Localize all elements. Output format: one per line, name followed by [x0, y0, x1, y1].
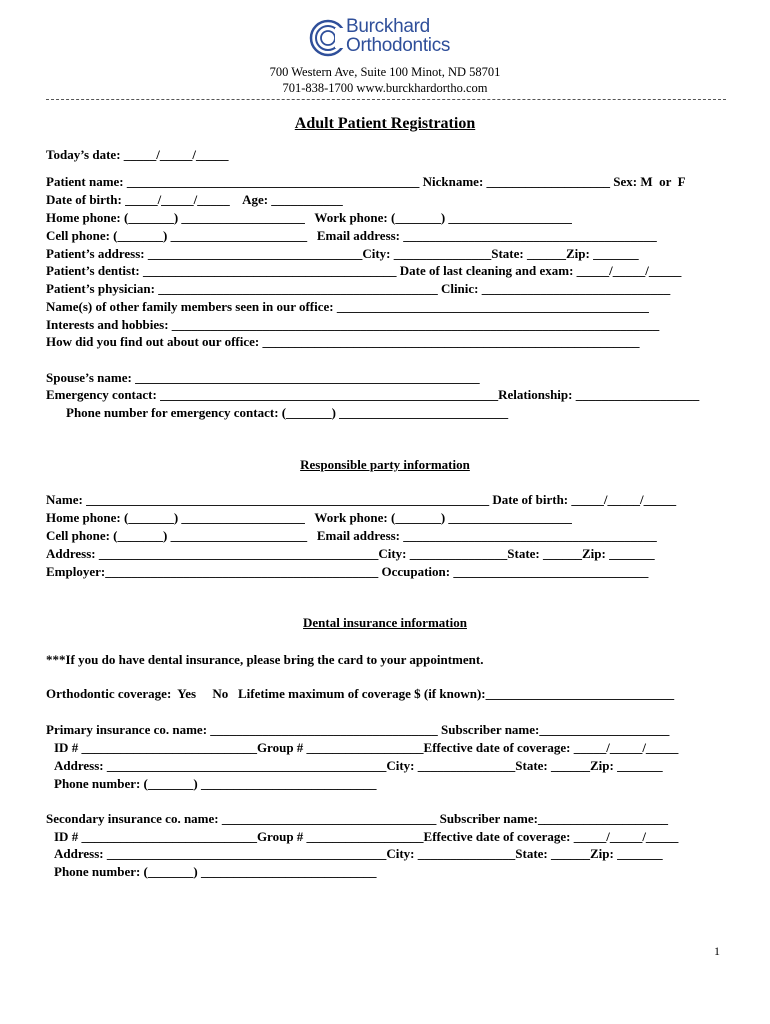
secondary-insurance-phone-field[interactable]: Phone number: (_______) ___________________________	[54, 864, 377, 879]
primary-insurance-name-field[interactable]: Primary insurance co. name: ___________________________________ Subscriber name:____________________	[46, 722, 670, 737]
orthodontic-coverage-field[interactable]: Orthodontic coverage: Yes No Lifetime maximum of coverage $ (if known):_____________________________	[46, 686, 675, 701]
patient-address-field[interactable]: Patient’s address: _________________________________City: _______________State: ______Zip: _______	[46, 246, 639, 261]
responsible-cell-phone-field[interactable]: Cell phone: (_______) _____________________ Email address: _______________________________________	[46, 528, 657, 543]
brand-line-1: Burckhard	[346, 16, 430, 37]
spouse-name-field[interactable]: Spouse’s name: _____________________________________________________	[46, 370, 480, 385]
responsible-address-field[interactable]: Address: ___________________________________________City: _______________State: ______Zip: _______	[46, 546, 655, 561]
cell-phone-field[interactable]: Cell phone: (_______) _____________________ Email address: _______________________________________	[46, 228, 657, 243]
brand-line-2: Orthodontics	[346, 35, 451, 56]
logo-mark-icon	[308, 18, 348, 58]
responsible-employer-field[interactable]: Employer:__________________________________________ Occupation: ______________________________	[46, 564, 649, 579]
family-members-field[interactable]: Name(s) of other family members seen in our office: ________________________________________________	[46, 299, 649, 314]
responsible-name-field[interactable]: Name: ______________________________________________________________ Date of birth: _____/_____/_____	[46, 492, 677, 507]
primary-insurance-id-field[interactable]: ID # ___________________________Group # __________________Effective date of coverage: _____/_____/_____	[54, 740, 679, 755]
date-of-birth-field[interactable]: Date of birth: _____/_____/_____ Age: ___________	[46, 192, 343, 207]
todays-date-field[interactable]: Today’s date: _____/_____/_____	[46, 147, 229, 162]
secondary-insurance-id-field[interactable]: ID # ___________________________Group # __________________Effective date of coverage: _____/_____/_____	[54, 829, 679, 844]
emergency-contact-field[interactable]: Emergency contact: ____________________________________________________Relationship: ___________________	[46, 387, 700, 402]
interests-field[interactable]: Interests and hobbies: ___________________________________________________________________________	[46, 317, 660, 332]
emergency-phone-field[interactable]: Phone number for emergency contact: (_______) __________________________	[66, 405, 509, 420]
patient-name-field[interactable]: Patient name: _____________________________________________ Nickname: ___________________ Sex: M or F	[46, 174, 686, 189]
home-phone-field[interactable]: Home phone: (_______) ___________________ Work phone: (_______) ___________________	[46, 210, 572, 225]
office-address: 700 Western Ave, Suite 100 Minot, ND 58701	[269, 65, 501, 79]
responsible-party-heading: Responsible party information	[300, 457, 470, 472]
secondary-insurance-address-field[interactable]: Address: ___________________________________________City: _______________State: ______Zip: _______	[54, 846, 663, 861]
patient-physician-field[interactable]: Patient’s physician: ___________________________________________ Clinic: _____________________________	[46, 281, 671, 296]
page-title: Adult Patient Registration	[294, 115, 476, 132]
office-contact: 701-838-1700 www.burckhardortho.com	[282, 81, 488, 95]
secondary-insurance-name-field[interactable]: Secondary insurance co. name: _________________________________ Subscriber name:____________________	[46, 811, 668, 826]
primary-insurance-phone-field[interactable]: Phone number: (_______) ___________________________	[54, 776, 377, 791]
brand-name	[346, 17, 450, 55]
referral-source-field[interactable]: How did you find out about our office: __________________________________________________________	[46, 334, 640, 349]
dental-insurance-heading: Dental insurance information	[303, 615, 467, 630]
responsible-home-phone-field[interactable]: Home phone: (_______) ___________________ Work phone: (_______) ___________________	[46, 510, 572, 525]
page-number: 1	[714, 944, 720, 958]
patient-dentist-field[interactable]: Patient’s dentist: _______________________________________ Date of last cleaning and exam: _____/_____/_____	[46, 263, 682, 278]
insurance-card-note: ***If you do have dental insurance, please bring the card to your appointment.	[46, 652, 484, 667]
header-divider	[46, 99, 726, 100]
primary-insurance-address-field[interactable]: Address: ___________________________________________City: _______________State: ______Zip: _______	[54, 758, 663, 773]
